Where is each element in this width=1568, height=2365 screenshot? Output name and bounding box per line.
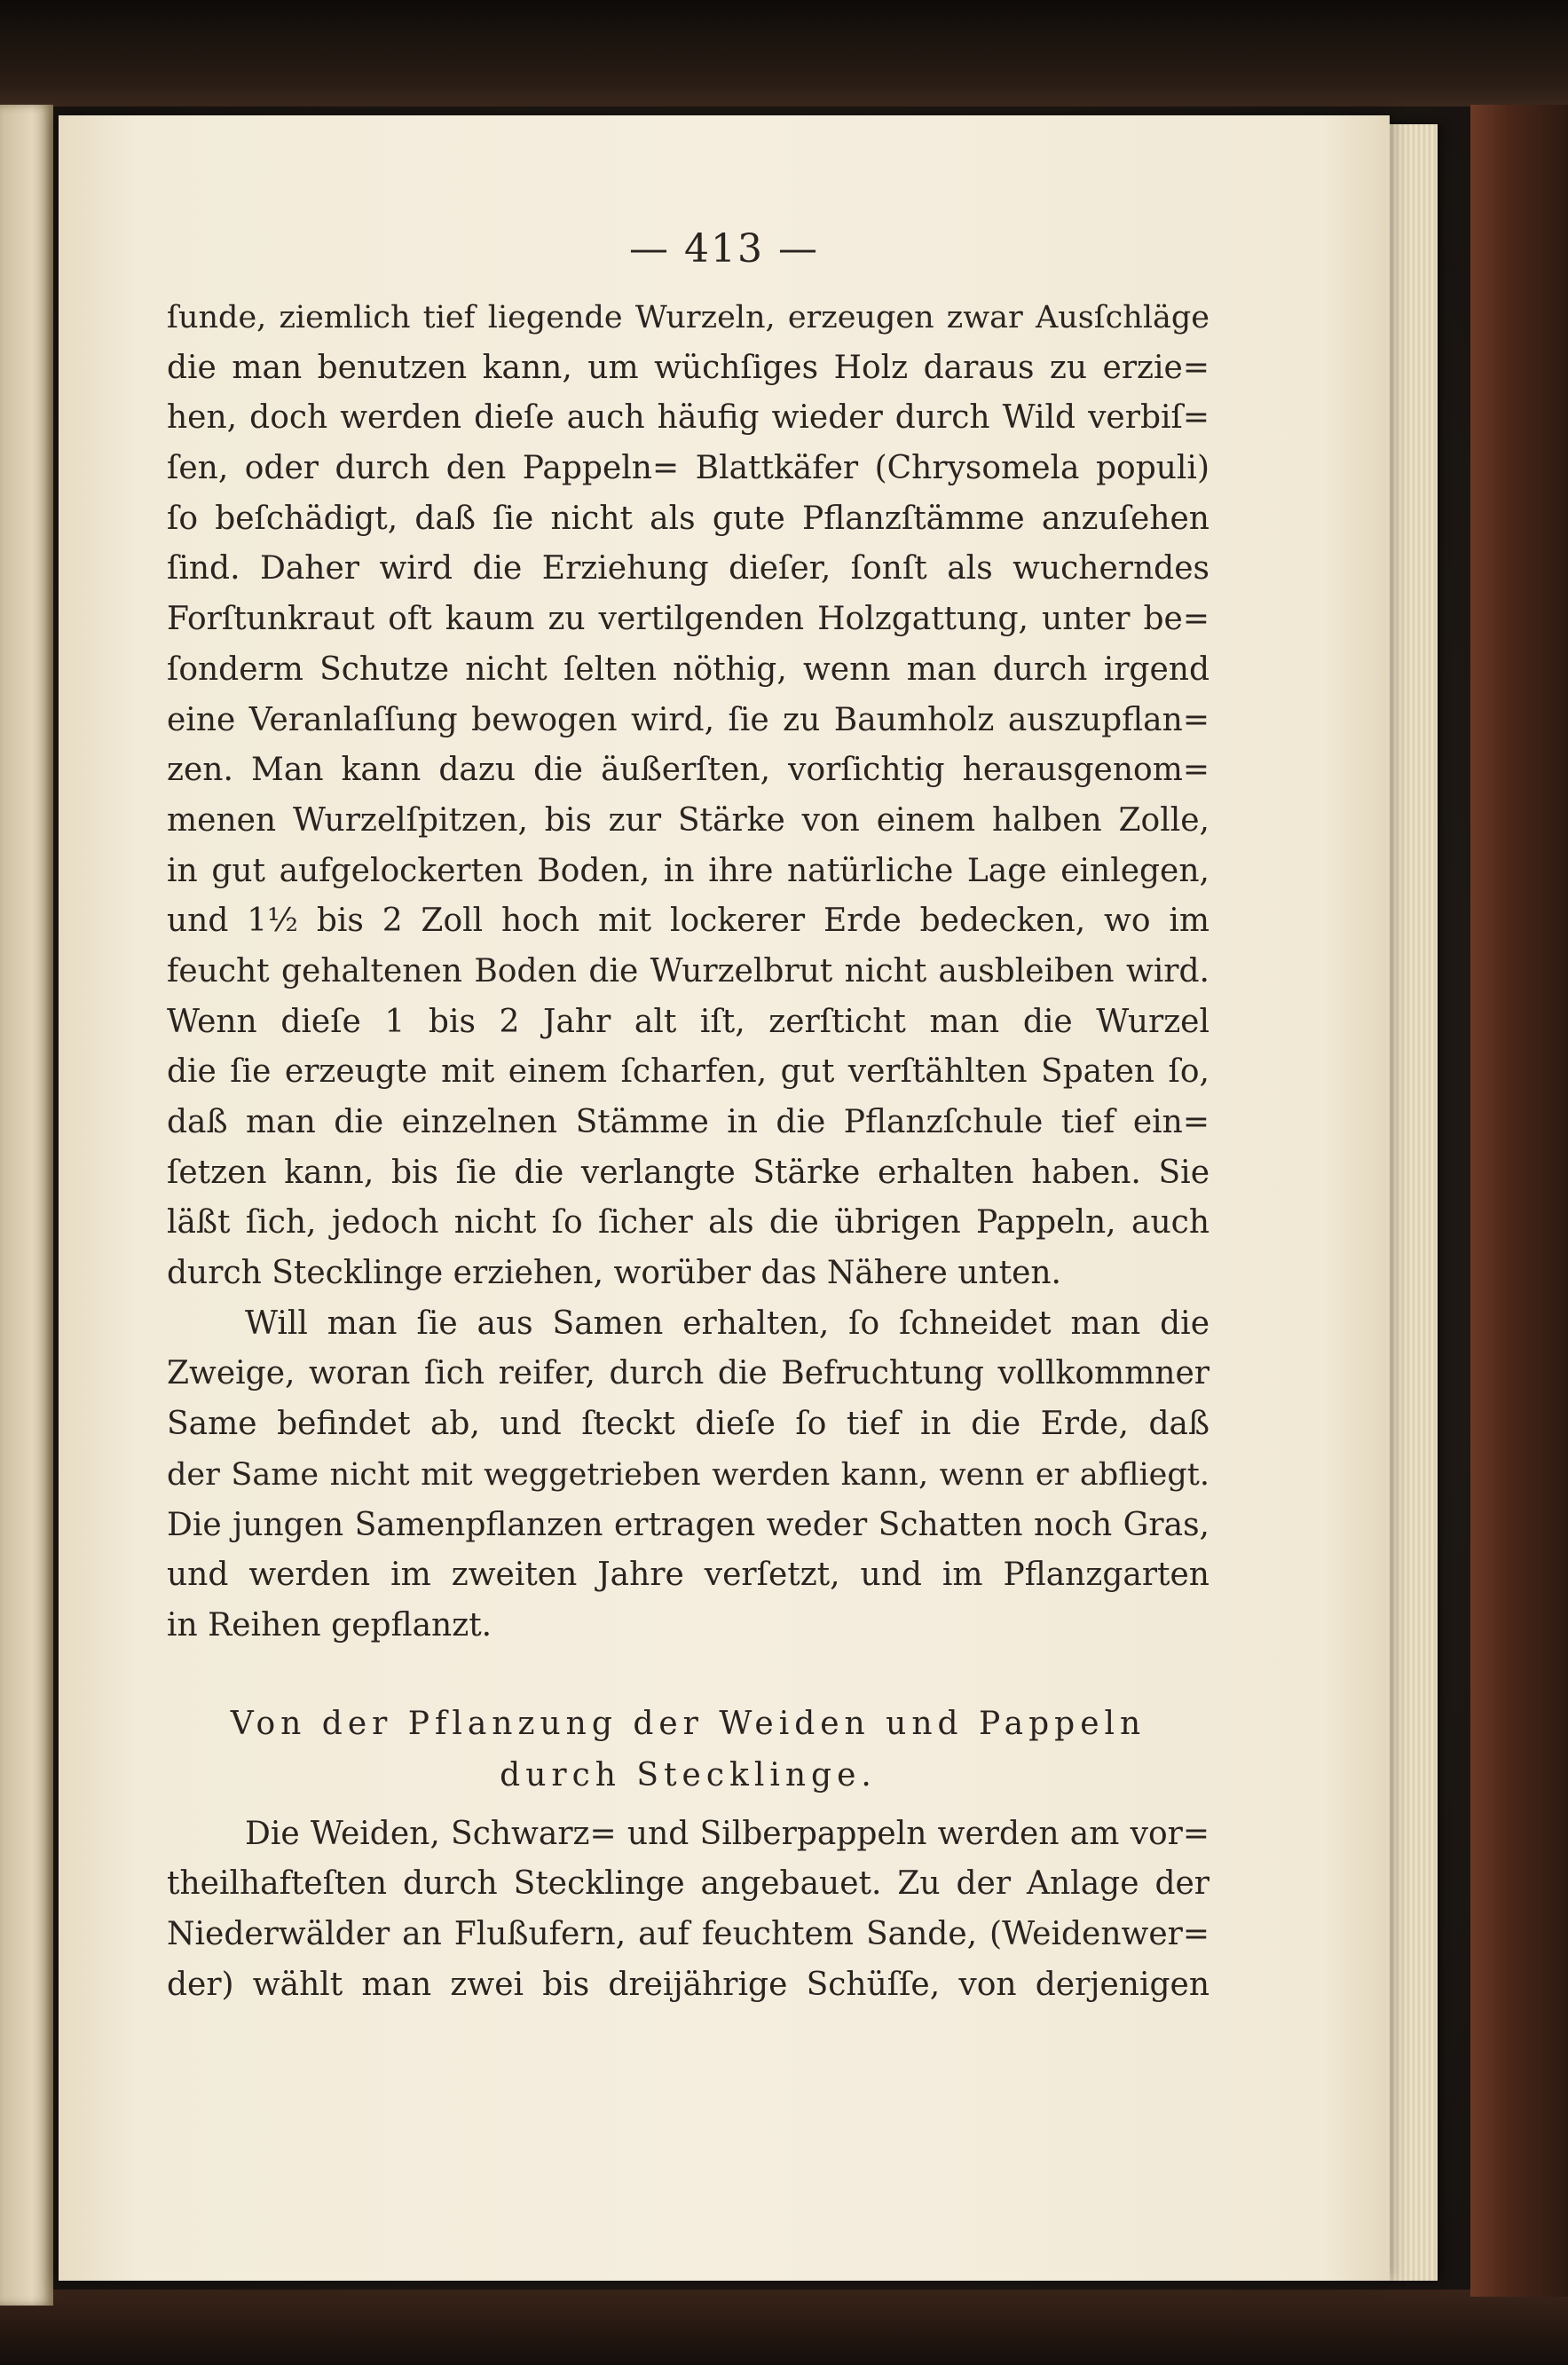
text-line: Wenn dieſe 1 bis 2 Jahr alt iſt, zerſticht man die Wurzel — [167, 1003, 1209, 1040]
facing-page-edge — [0, 105, 53, 2306]
page-stack-edge — [1384, 124, 1438, 2281]
text-line: Niederwälder an Flußufern, auf feuchtem Sande, (Weidenwer= — [167, 1915, 1209, 1952]
section-heading: durch Stecklinge. — [500, 1756, 877, 1793]
text-line: Same befindet ab, und ſteckt dieſe ſo tief in die Erde, daß — [167, 1406, 1209, 1443]
text-line: Die Weiden, Schwarz= und Silberpappeln werden am vor= — [245, 1815, 1209, 1852]
text-line: der Same nicht mit weggetrieben werden kann, wenn er abfliegt. — [167, 1456, 1209, 1493]
text-line: und werden im zweiten Jahre verſetzt, und im Pflanzgarten — [167, 1557, 1209, 1594]
spacer — [167, 1652, 1209, 1699]
text-line: die ſie erzeugte mit einem ſcharfen, gut verſtählten Spaten ſo, — [167, 1053, 1209, 1091]
text-line: ſunde, ziemlich tief liegende Wurzeln, erzeugen zwar Ausſchläge — [167, 300, 1209, 335]
text-line: in gut aufgelockerten Boden, in ihre natürliche Lage einlegen, — [167, 852, 1209, 889]
text-line: hen, doch werden dieſe auch häufig wieder durch Wild verbiſ= — [167, 399, 1209, 437]
page-body — [167, 293, 1209, 2010]
text-line: Zweige, woran ſich reifer, durch die Befruchtung vollkommner — [167, 1355, 1209, 1392]
text-line: Will man ſie aus Samen erhalten, ſo ſchneidet man die — [245, 1305, 1209, 1342]
text-line: ſetzen kann, bis ſie die verlangte Stärke erhalten haben. Sie — [167, 1154, 1209, 1191]
section-heading: Von der Pflanzung der Weiden und Pappeln — [230, 1705, 1146, 1742]
text-line: zen. Man kann dazu die äußerſten, vorſichtig herausgenom= — [167, 752, 1209, 789]
text-line: ſo beſchädigt, daß ſie nicht als gute Pflanzſtämme anzuſehen — [167, 500, 1209, 537]
spacer — [167, 1802, 1209, 1809]
text-line: menen Wurzelſpitzen, bis zur Stärke von einem halben Zolle, — [167, 801, 1209, 839]
text-line: ſen, oder durch den Pappeln= Blattkäfer (Chrysomela populi) — [167, 450, 1209, 487]
text-line: eine Veranlaſſung bewogen wird, ſie zu Baumholz auszupflan= — [167, 701, 1209, 738]
scan-top-background — [0, 0, 1568, 106]
page-number: — 413 — — [629, 226, 819, 272]
scan-bottom-background — [0, 2290, 1568, 2365]
text-line: theilhafteſten durch Stecklinge angebauet. Zu der Anlage der — [167, 1865, 1209, 1903]
book-page — [59, 115, 1390, 2281]
text-line: Forſtunkraut oft kaum zu vertilgenden Holzgattung, unter be= — [167, 601, 1209, 638]
text-line: und 1½ bis 2 Zoll hoch mit lockerer Erde bedecken, wo im — [167, 903, 1209, 940]
text-line: in Reihen gepflanzt. — [167, 1606, 492, 1644]
text-line: ſind. Daher wird die Erziehung dieſer, ſonſt als wucherndes — [167, 550, 1209, 587]
text-line: daß man die einzelnen Stämme in die Pflanzſchule tief ein= — [167, 1104, 1209, 1140]
text-line: ſonderm Schutze nicht ſelten nöthig, wenn man durch irgend — [167, 650, 1209, 688]
text-line: die man benutzen kann, um wüchſiges Holz daraus zu erzie= — [167, 349, 1209, 386]
book-cover-edge — [1470, 105, 1568, 2297]
text-line: Die jungen Samenpflanzen ertragen weder Schatten noch Gras, — [167, 1506, 1209, 1543]
text-line: feucht gehaltenen Boden die Wurzelbrut nicht ausbleiben wird. — [167, 952, 1209, 989]
text-line: der) wählt man zwei bis dreijährige Schüſſe, von derjenigen — [167, 1966, 1209, 2003]
text-line: durch Stecklinge erziehen, worüber das Nähere unten. — [167, 1255, 1061, 1292]
text-line: läßt ſich, jedoch nicht ſo ſicher als die übrigen Pappeln, auch — [167, 1204, 1209, 1242]
